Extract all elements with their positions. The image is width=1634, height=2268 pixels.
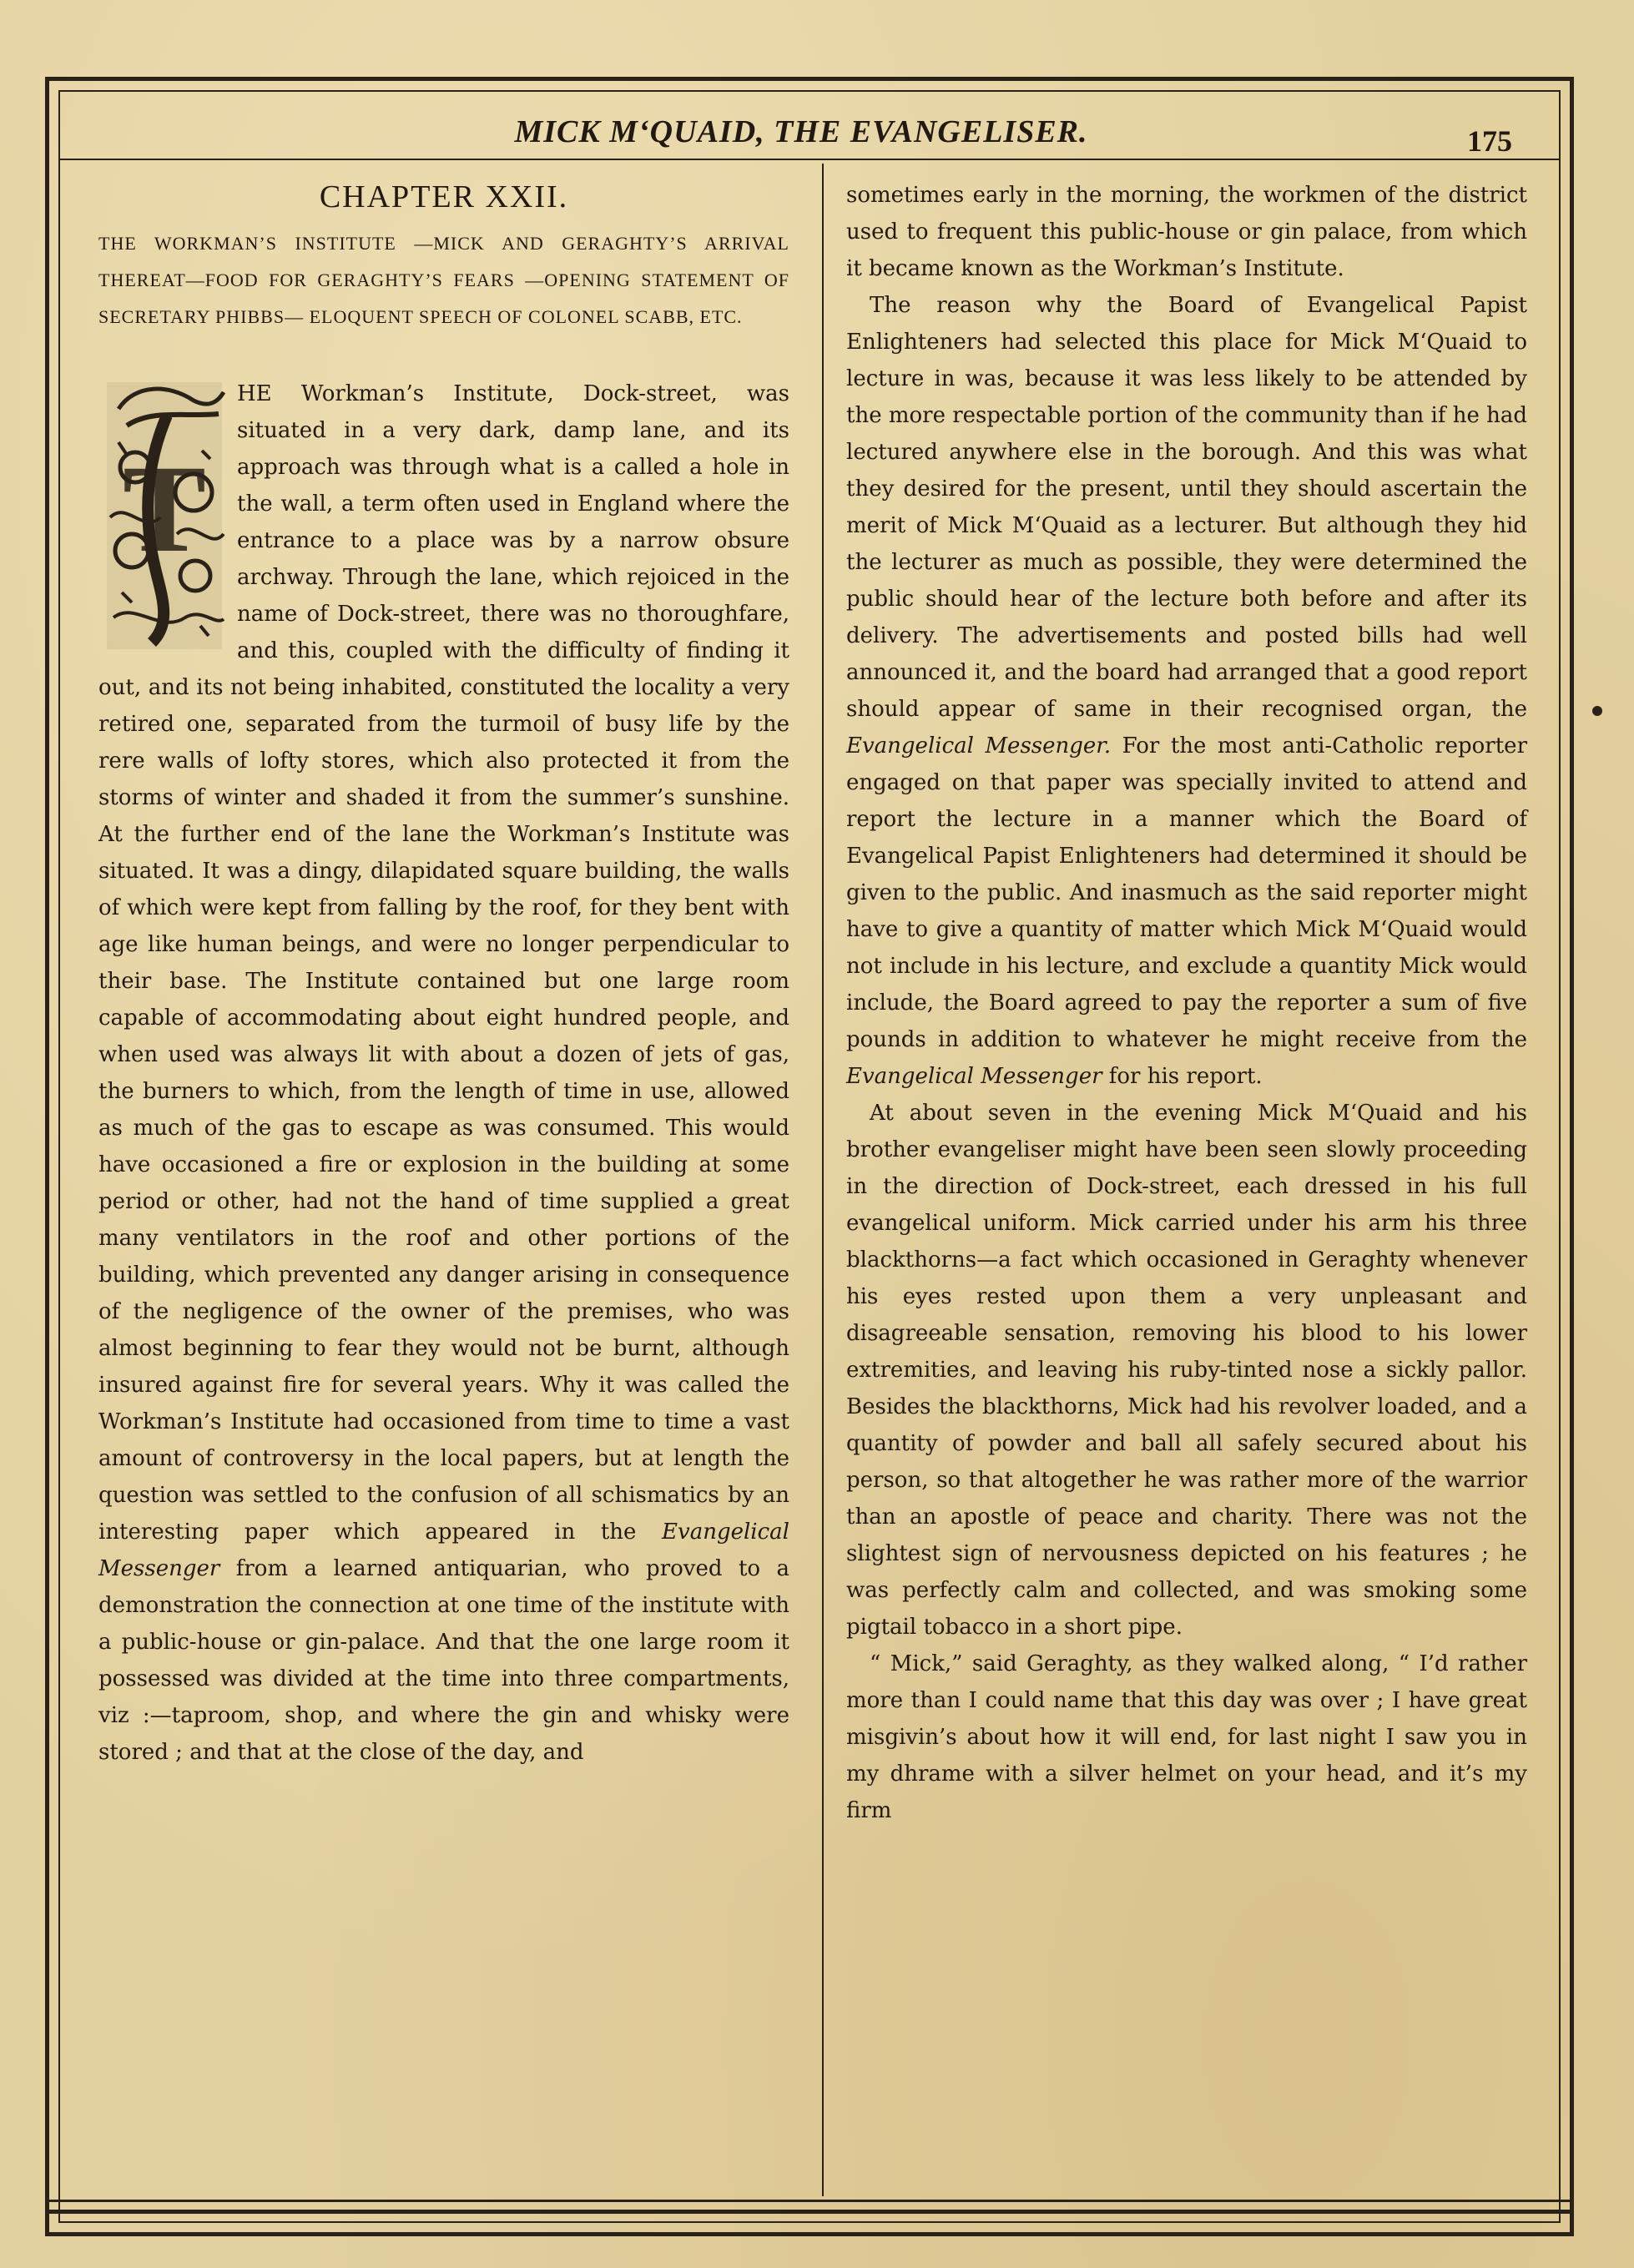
paragraph-4: “ Mick,” said Geraghty, as they walked along, “ I’d rather more than I could name that this day was over ; I have great misgivin’s about how it will end, for last night I saw you in my dhrame with a silver helmet on your head, and it’s my firm — [846, 1651, 1527, 1823]
paragraph-2 — [846, 287, 1527, 1095]
chapter-summary: THE WORKMAN’S INSTITUTE —MICK AND GERAGHTY’S ARRIVAL THEREAT—FOOD FOR GERAGHTY’S FEARS —OPENING STATEMENT OF SECRETARY PHIBBS— ELOQUENT SPEECH OF COLONEL SCABB, ETC. — [98, 233, 789, 327]
paragraph-1-continuation: sometimes early in the morning, the workmen of the district used to frequent this public-house or gin palace, from which it became known as the Workman’s Institute. — [846, 183, 1527, 281]
chapter-title: CHAPTER XXII. — [319, 179, 569, 214]
header-rule — [58, 159, 1561, 160]
ornamental-drop-cap — [102, 375, 227, 656]
paragraph-2-end: for his report. — [1108, 1064, 1263, 1089]
footer-rule-thick — [45, 2210, 1574, 2214]
paragraph-2-text: The reason why the Board of Evangelical Papist Enlighteners had selected this place for Mick M‘Quaid to lecture in was, because it was less likely to be attended by the more respectable portion of the community than if he had lectured anywhere else in the borough. And this was what they desired for the present, until they should ascertain the merit of Mick M‘Quaid as a lecturer. But although they hid the lecturer as much as possible, they were determined the public should hear of the lecture both before and after its delivery. The advertisements and posted bills had well announced it, and the board had arranged that a good report should appear of same in their recognised organ, the — [846, 293, 1528, 722]
left-column — [98, 177, 789, 1771]
right-column — [846, 177, 1527, 1829]
italic-publication-title: Evangelical Messenger — [846, 1064, 1102, 1089]
italic-publication-title: Evangelical Messenger. — [846, 733, 1112, 759]
italic-publication-title: Evangelical Messenger — [98, 1520, 789, 1581]
paragraph-2-continued: For the most anti-Catholic reporter engaged on that paper was specially invited to attend and report the lecture in a manner which the Board of Evangelical Papist Enlighteners had determined it should be given to the public. And inasmuch as the said reporter might have to give a quantity of matter which Mick M‘Quaid would not include in his lecture, and exclude a quantity Mick would include, the Board agreed to pay the reporter a sum of five pounds in addition to whatever he might receive from the — [846, 733, 1527, 1052]
drop-cap-ornament-icon — [102, 375, 227, 656]
running-title: MICK M‘QUAID, THE EVANGELISER. — [514, 114, 1088, 149]
paragraph-1-continued: from a learned antiquarian, who proved to a demonstration the connection at one time of the institute with a public-house or gin-palace. And that the one large room it possessed was divided at the time into three compartments, viz :—taproom, shop, and where the gin and whisky were stored ; and that at the close of the day, and — [98, 1556, 789, 1765]
paragraph-3: At about seven in the evening Mick M‘Quaid and his brother evangeliser might have been seen slowly proceeding in the direction of Dock-street, each dressed in his full evangelical uniform. Mick carried under his arm his three blackthorns—a fact which occasioned in Geraghty whenever his eyes rested upon them a very unpleasant and disagreeable sensation, removing his blood to his lower extremities, and leaving his ruby-tinted nose a sickly pallor. Besides the blackthorns, Mick had his revolver loaded, and a quantity of powder and ball all safely secured about his person, so that altogether he was rather more of the warrior than an apostle of peace and charity. There was not the slightest sign of nervousness depicted on his features ; he was perfectly calm and collected, and was smoking some pigtail tobacco in a short pipe. — [846, 1101, 1527, 1640]
column-divider — [822, 164, 824, 2196]
page-number: 175 — [1467, 124, 1512, 158]
drop-cap-letter: T — [122, 440, 207, 578]
ink-spot — [1592, 706, 1602, 716]
paragraph-1-text: HE Workman’s Institute, Dock-street, was situated in a very dark, damp lane, and its approach was through what is a called a hole in the wall, a term often used in England where the entrance to a place was by a narrow obsure archway. Through the lane, which rejoiced in the name of Dock-street, there was no thoroughfare, and this, coupled with the difficulty of finding it out, and its not being inhabited, constituted the locality a very retired one, separated from the turmoil of busy life by the rere walls of lofty stores, which also protected it from the storms of winter and shaded it from the summer’s sunshine. At the further end of the lane the Workman’s Institute was situated. It was a dingy, dilapidated square building, the walls of which were kept from falling by the roof, for they bent with age like human beings, and were no longer perpendicular to their base. The Institute contained but one large room capable of accommodating about eight hundred people, and when used was always lit with about a dozen of jets of gas, the burners to which, from the length of time in use, allowed as much of the gas to escape as was consumed. This would have occasioned a fire or explosion in the building at some period or other, had not the hand of time supplied a great many ventilators in the roof and other portions of the building, which prevented any danger arising in consequence of the negligence of the owner of the premises, who was almost beginning to fear they would not be burnt, although insured against fire for several years. Why it was called the Workman’s Institute had occasioned from time to time a vast amount of controversy in the local papers, but at length the question was settled to the confusion of all schismatics by an interesting paper which appeared in the — [98, 381, 789, 1545]
footer-rule-thin — [45, 2200, 1574, 2202]
